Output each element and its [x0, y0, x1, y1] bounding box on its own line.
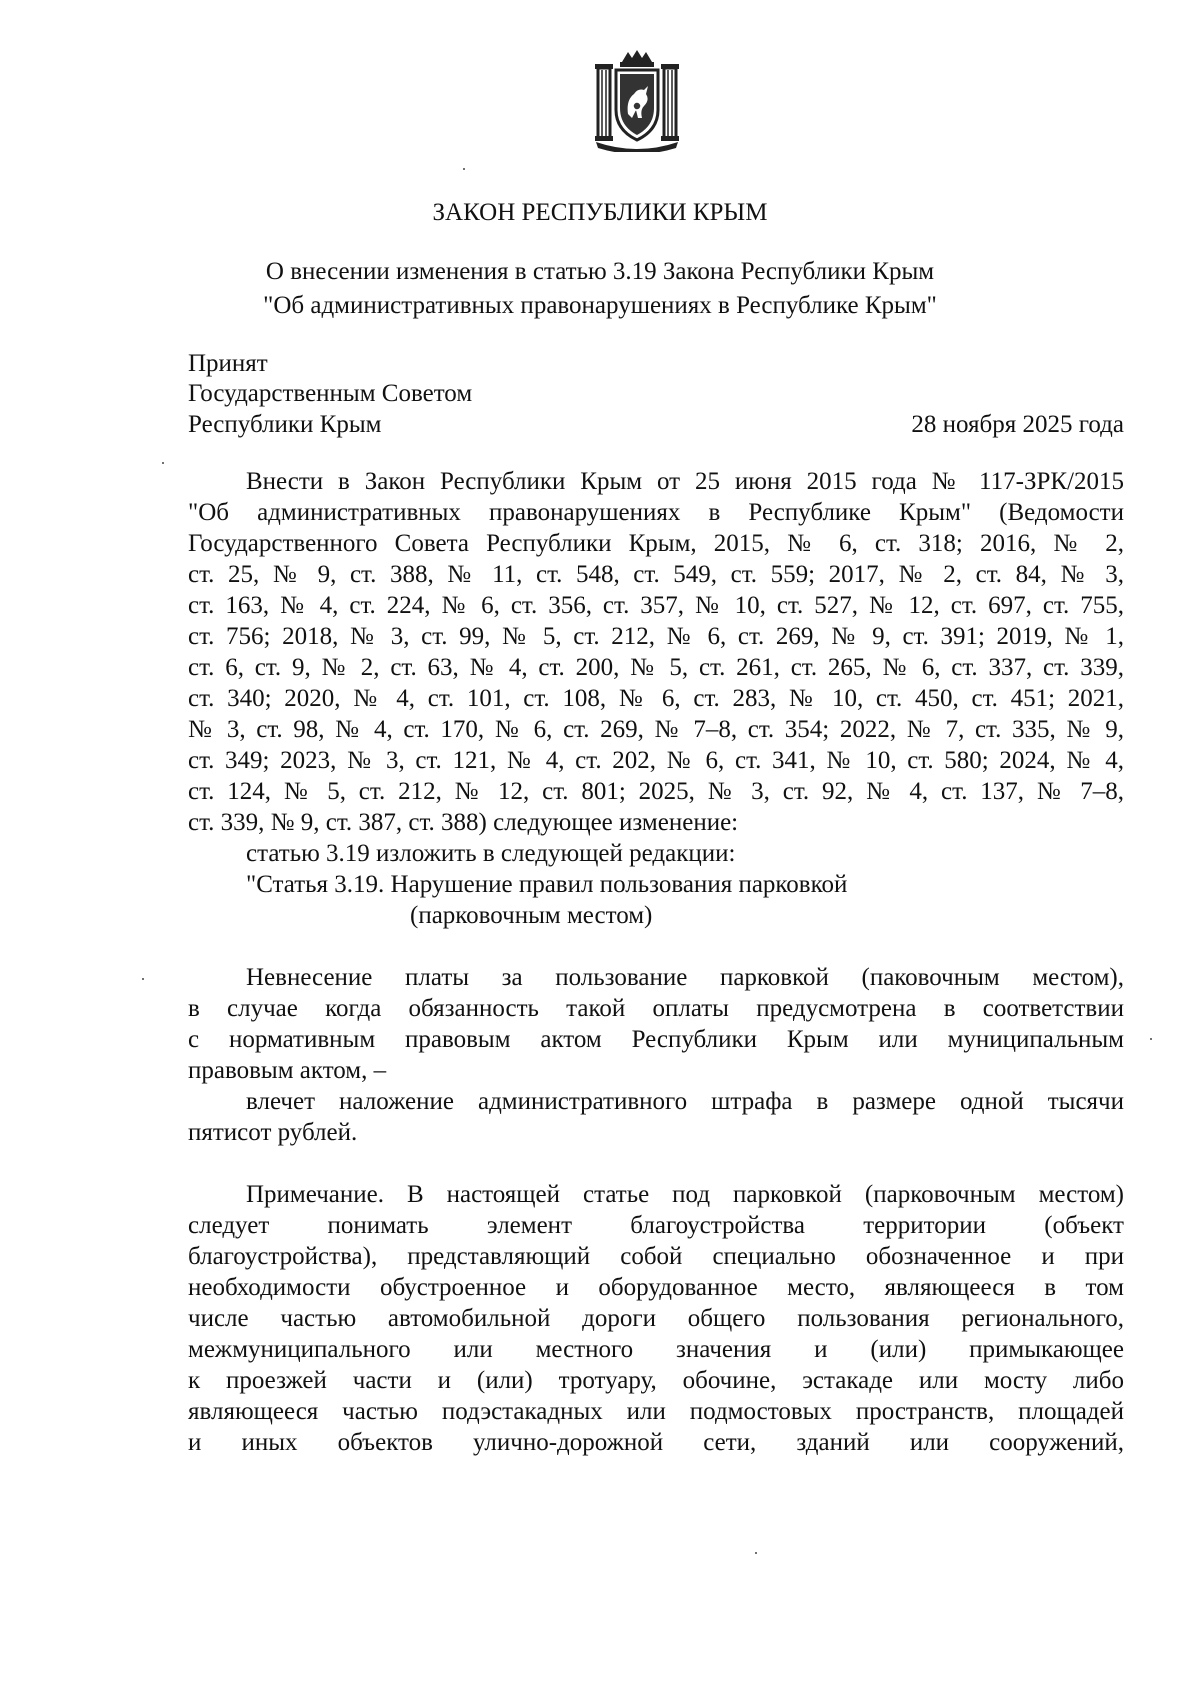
- text-line: правовым актом, –: [188, 1057, 387, 1084]
- adoption-line-3: Республики Крым: [188, 411, 382, 438]
- crimea-coat-of-arms-icon: [588, 48, 686, 152]
- text-line: ст. 349; 2023, № 3, ст. 121, № 4, ст. 202, № 6, ст. 341, № 10, ст. 580; 2024, № 4,: [188, 747, 1124, 774]
- adoption-line-2: Государственным Советом: [188, 380, 473, 407]
- text-line: ст. 340; 2020, № 4, ст. 101, ст. 108, № 6, ст. 283, № 10, ст. 450, ст. 451; 2021,: [188, 685, 1124, 712]
- text-line: и иных объектов улично-дорожной сети, зданий или сооружений,: [188, 1429, 1124, 1456]
- scan-speck: [1150, 1038, 1152, 1040]
- text-line: пятисот рублей.: [188, 1119, 358, 1146]
- document-title: ЗАКОН РЕСПУБЛИКИ КРЫМ: [432, 199, 768, 226]
- text-line: ст. 756; 2018, № 3, ст. 99, № 5, ст. 212, № 6, ст. 269, № 9, ст. 391; 2019, № 1,: [188, 623, 1124, 650]
- text-line: № 3, ст. 98, № 4, ст. 170, № 6, ст. 269, № 7–8, ст. 354; 2022, № 7, ст. 335, № 9,: [188, 716, 1124, 743]
- text-line: "Об административных правонарушениях в Республике Крым" (Ведомости: [188, 499, 1124, 526]
- text-line: необходимости обустроенное и оборудованное место, являющееся в том: [188, 1274, 1124, 1301]
- instruction-line: статью 3.19 изложить в следующей редакции:: [246, 840, 736, 867]
- article-title-line-1: "Статья 3.19. Нарушение правил пользования парковкой: [246, 871, 848, 898]
- text-line: ст. 25, № 9, ст. 388, № 11, ст. 548, ст. 549, ст. 559; 2017, № 2, ст. 84, № 3,: [188, 561, 1124, 588]
- text-line: ст. 6, ст. 9, № 2, ст. 63, № 4, ст. 200, № 5, ст. 261, ст. 265, № 6, ст. 337, ст. 339,: [188, 654, 1124, 681]
- text-line: следует понимать элемент благоустройства территории (объект: [188, 1212, 1124, 1239]
- text-line: с нормативным правовым актом Республики Крым или муниципальным: [188, 1026, 1124, 1053]
- text-line: в случае когда обязанность такой оплаты предусмотрена в соответствии: [188, 995, 1124, 1022]
- text-line: ст. 124, № 5, ст. 212, № 12, ст. 801; 2025, № 3, ст. 92, № 4, ст. 137, № 7–8,: [188, 778, 1124, 805]
- adoption-date: 28 ноября 2025 года: [911, 411, 1124, 438]
- document-subtitle-line-2: "Об административных правонарушениях в Республике Крым": [263, 292, 937, 319]
- scan-speck: [162, 462, 164, 464]
- scan-speck: [463, 168, 465, 170]
- text-line: Государственного Совета Республики Крым, 2015, № 6, ст. 318; 2016, № 2,: [188, 530, 1124, 557]
- scan-speck: [755, 1552, 757, 1554]
- text-line: ст. 339, № 9, ст. 387, ст. 388) следующее изменение:: [188, 809, 739, 836]
- text-line: межмуниципального или местного значения и (или) примыкающее: [188, 1336, 1124, 1363]
- article-title-line-2: (парковочным местом): [410, 902, 653, 929]
- text-line: Примечание. В настоящей статье под парковкой (парковочным местом): [246, 1181, 1124, 1208]
- text-line: Невнесение платы за пользование парковкой (паковочным местом),: [246, 964, 1124, 991]
- text-line: благоустройства), представляющий собой специально обозначенное и при: [188, 1243, 1124, 1270]
- adoption-line-1: Принят: [188, 350, 268, 377]
- text-line: Внести в Закон Республики Крым от 25 июня 2015 года № 117-ЗРК/2015: [246, 468, 1124, 495]
- text-line: влечет наложение административного штрафа в размере одной тысячи: [246, 1088, 1124, 1115]
- text-line: являющееся частью подэстакадных или подмостовых пространств, площадей: [188, 1398, 1124, 1425]
- scan-speck: [142, 978, 144, 980]
- text-line: ст. 163, № 4, ст. 224, № 6, ст. 356, ст. 357, № 10, ст. 527, № 12, ст. 697, ст. 755,: [188, 592, 1124, 619]
- text-line: к проезжей части и (или) тротуару, обочине, эстакаде или мосту либо: [188, 1367, 1124, 1394]
- document-subtitle-line-1: О внесении изменения в статью 3.19 Закона Республики Крым: [265, 258, 935, 285]
- text-line: числе частью автомобильной дороги общего пользования регионального,: [188, 1305, 1124, 1332]
